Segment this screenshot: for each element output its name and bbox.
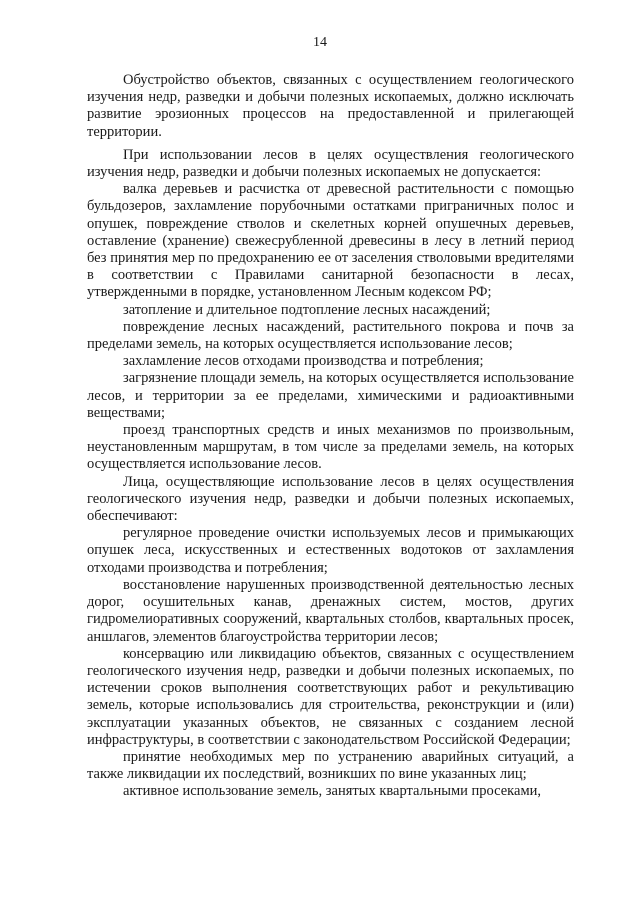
list-item-restoration: восстановление нарушенных производственной деятельностью лесных дорог, осушительных канав, дренажных систем, мостов, других гидромелиоративных сооружений, квартальных столбов, квартальных просек, аншлагов, элементов благоустройства территории лесов; xyxy=(87,576,574,645)
list-item-active-land-use: активное использование земель, занятых квартальными просеками, xyxy=(123,783,542,800)
list-item-flooding: затопление и длительное подтопление лесных насаждений; xyxy=(123,301,491,318)
paragraph-facilities-arrangement: Обустройство объектов, связанных с осуществлением геологического изучения недр, разведки и добычи полезных ископаемых, должно исключать развитие эрозионных процессов на предоставленной и прилегающей территории. xyxy=(87,72,574,140)
list-item-regular-cleaning: регулярное проведение очистки используемых лесов и примыкающих опушек леса, искусственных и естественных водотоков от захламления отходами производства и потребления; xyxy=(87,525,574,576)
list-item-emergency-measures: принятие необходимых мер по устранению аварийных ситуаций, а также ликвидации их последствий, возникших по вине указанных лиц; xyxy=(87,748,574,783)
paragraph-prohibitions-intro: При использовании лесов в целях осуществления геологического изучения недр, разведки и добычи полезных ископаемых не допускается: xyxy=(87,146,574,181)
list-item-conservation: консервацию или ликвидацию объектов, связанных с осуществлением геологического изучения недр, разведки и добычи полезных ископаемых, по истечении сроков выполнения соответствующих работ и рекультивацию земель, которые использовались для строительства, реконструкции и (или) эксплуатации указанных объектов, не связанных с созданием лесной инфраструктуры, в соответствии с законодательством Российской Федерации; xyxy=(87,645,574,748)
paragraph-obligations-intro: Лица, осуществляющие использование лесов в целях осуществления геологического изучения недр, разведки и добычи полезных ископаемых, обеспечивают: xyxy=(87,473,574,525)
list-item-damage-vegetation: повреждение лесных насаждений, растительного покрова и почв за пределами земель, на которых осуществляется использование лесов; xyxy=(87,318,574,353)
page-number: 14 xyxy=(313,35,327,50)
document-body xyxy=(87,72,574,801)
list-item-vehicle-passage: проезд транспортных средств и иных механизмов по произвольным, неустановленным маршрутам, в том числе за пределами земель, на которых осуществляется использование лесов. xyxy=(87,422,574,473)
list-item-littering: захламление лесов отходами производства и потребления; xyxy=(123,353,484,370)
list-item-pollution: загрязнение площади земель, на которых осуществляется использование лесов, и территории за ее пределами, химическими и радиоактивными веществами; xyxy=(87,370,574,421)
list-item-tree-felling: валка деревьев и расчистка от древесной растительности с помощью бульдозеров, захламление порубочными остатками приграничных полос и опушек, повреждение стволов и скелетных корней опушечных деревьев, оставление (хранение) свежесрубленной древесины в лесу в летний период без принятия мер по предохранению ее от заселения стволовыми вредителями в соответствии с Правилами санитарной безопасности в лесах, утвержденными в порядке, установленном Лесным кодексом РФ; xyxy=(87,181,574,301)
